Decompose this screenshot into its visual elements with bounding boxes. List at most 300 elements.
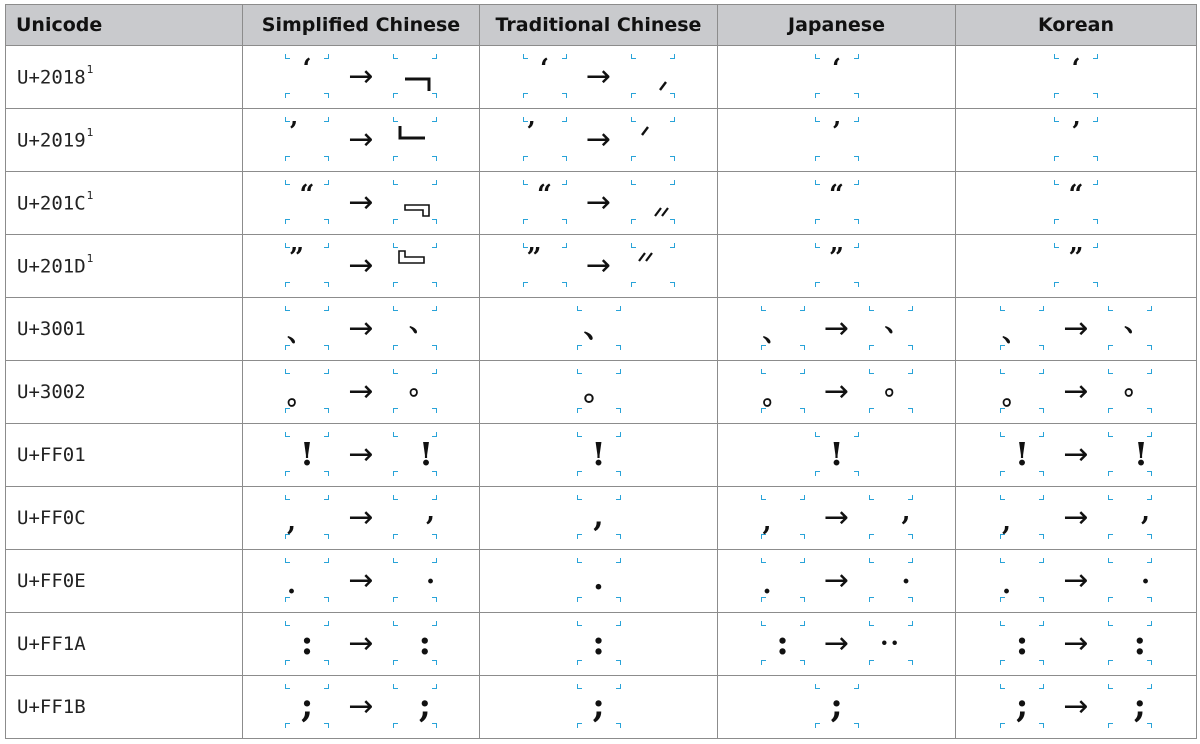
em-box xyxy=(761,369,805,413)
traditional-chinese-cell xyxy=(480,298,718,361)
em-box xyxy=(523,54,567,98)
em-box xyxy=(285,243,329,287)
em-box-corner-marker xyxy=(562,180,567,185)
glyph: . xyxy=(425,560,435,590)
em-box xyxy=(577,306,621,350)
em-box-corner-marker xyxy=(523,282,528,287)
glyph: 。 xyxy=(1002,381,1029,411)
em-box-corner-marker xyxy=(393,495,398,500)
traditional-chinese-cell xyxy=(480,424,718,487)
em-box xyxy=(1000,495,1044,539)
em-box xyxy=(393,117,437,161)
glyph: : xyxy=(1015,623,1029,663)
em-box-corner-marker xyxy=(908,408,913,413)
em-box xyxy=(1108,432,1152,476)
em-box-corner-marker xyxy=(1147,621,1152,626)
transform-arrow: → xyxy=(823,500,850,535)
simplified-chinese-cell xyxy=(243,676,480,739)
em-box-corner-marker xyxy=(1039,408,1044,413)
em-box-corner-marker xyxy=(800,534,805,539)
table-row xyxy=(6,487,1197,550)
em-box-corner-marker xyxy=(908,597,913,602)
em-box-corner-marker xyxy=(393,621,398,626)
table-row xyxy=(6,235,1197,298)
em-box xyxy=(815,117,859,161)
em-box-corner-marker xyxy=(562,282,567,287)
glyph: ; xyxy=(418,686,431,726)
em-box xyxy=(285,558,329,602)
em-box xyxy=(523,117,567,161)
em-box-corner-marker xyxy=(432,156,437,161)
glyph: ‘ xyxy=(1071,54,1081,84)
em-box-corner-marker xyxy=(1108,621,1113,626)
unicode-cell xyxy=(6,361,243,424)
em-box-corner-marker xyxy=(577,660,582,665)
em-box-corner-marker xyxy=(324,621,329,626)
transform-arrow: → xyxy=(348,248,374,283)
em-box-corner-marker xyxy=(854,282,859,287)
em-box xyxy=(1108,369,1152,413)
vertical-form-glyph xyxy=(403,202,433,218)
em-box-corner-marker xyxy=(1108,495,1113,500)
unicode-codepoint: U+2018 xyxy=(17,66,86,89)
em-box-corner-marker xyxy=(1054,93,1059,98)
transform-arrow: → xyxy=(1063,563,1089,598)
em-box xyxy=(393,54,437,98)
em-box-corner-marker xyxy=(1108,369,1113,374)
em-box-corner-marker xyxy=(324,408,329,413)
glyph: ! xyxy=(591,435,606,473)
em-box xyxy=(1108,621,1152,665)
korean-cell xyxy=(956,487,1197,550)
em-box-corner-marker xyxy=(523,156,528,161)
unicode-codepoint: U+FF0E xyxy=(17,570,86,592)
em-box-corner-marker xyxy=(1093,282,1098,287)
em-box-corner-marker xyxy=(800,660,805,665)
em-box xyxy=(1108,495,1152,539)
simplified-chinese-cell xyxy=(243,172,480,235)
glyph: , xyxy=(1140,497,1150,527)
em-box-corner-marker xyxy=(1108,534,1113,539)
glyph: : xyxy=(418,623,431,663)
glyph: ; xyxy=(592,686,605,726)
glyph: 。 xyxy=(762,381,789,411)
em-box-corner-marker xyxy=(670,282,675,287)
glyph: ” xyxy=(289,243,304,273)
em-box-corner-marker xyxy=(577,621,582,626)
japanese-cell xyxy=(718,613,956,676)
transform-arrow: → xyxy=(585,59,612,94)
em-box-corner-marker xyxy=(1039,621,1044,626)
table-row xyxy=(6,424,1197,487)
glyph: . xyxy=(1002,570,1012,600)
em-box-corner-marker xyxy=(1108,432,1113,437)
japanese-cell xyxy=(718,361,956,424)
transform-arrow: → xyxy=(348,311,374,346)
glyph: 、 xyxy=(583,310,614,345)
em-box xyxy=(869,495,913,539)
simplified-chinese-cell xyxy=(243,361,480,424)
em-box-corner-marker xyxy=(800,621,805,626)
japanese-cell xyxy=(718,235,956,298)
unicode-codepoint: U+201C xyxy=(17,192,86,215)
simplified-chinese-cell xyxy=(243,424,480,487)
em-box xyxy=(761,306,805,350)
simplified-chinese-cell xyxy=(243,613,480,676)
em-box-corner-marker xyxy=(1039,345,1044,350)
glyph: 、 xyxy=(408,308,435,338)
em-box-corner-marker xyxy=(616,723,621,728)
korean-cell xyxy=(956,613,1197,676)
em-box-corner-marker xyxy=(854,432,859,437)
em-box-corner-marker xyxy=(1054,282,1059,287)
vertical-form-glyph xyxy=(637,249,655,263)
em-box-corner-marker xyxy=(1093,243,1098,248)
japanese-cell xyxy=(718,424,956,487)
transform-arrow: → xyxy=(823,563,850,598)
em-box xyxy=(1108,558,1152,602)
header-unicode: Unicode xyxy=(6,5,243,46)
em-box-corner-marker xyxy=(393,534,398,539)
em-box-corner-marker xyxy=(285,369,290,374)
em-box-corner-marker xyxy=(1147,597,1152,602)
em-box-corner-marker xyxy=(1039,471,1044,476)
em-box-corner-marker xyxy=(577,558,582,563)
korean-cell xyxy=(956,298,1197,361)
unicode-codepoint: U+FF1A xyxy=(17,633,86,655)
em-box-corner-marker xyxy=(393,117,398,122)
em-box-corner-marker xyxy=(393,180,398,185)
em-box-corner-marker xyxy=(324,180,329,185)
vertical-form-glyph xyxy=(657,78,671,92)
em-box-corner-marker xyxy=(432,219,437,224)
em-box-corner-marker xyxy=(869,369,874,374)
em-box-corner-marker xyxy=(1147,660,1152,665)
em-box xyxy=(523,243,567,287)
em-box-corner-marker xyxy=(285,621,290,626)
em-box-corner-marker xyxy=(1000,369,1005,374)
japanese-cell xyxy=(718,550,956,613)
em-box xyxy=(815,684,859,728)
em-box-corner-marker xyxy=(285,432,290,437)
korean-cell xyxy=(956,361,1197,424)
header-row xyxy=(6,5,1197,46)
em-box-corner-marker xyxy=(854,723,859,728)
transform-arrow: → xyxy=(348,500,374,535)
em-box-corner-marker xyxy=(432,534,437,539)
glyph: : xyxy=(300,623,314,663)
korean-cell xyxy=(956,235,1197,298)
simplified-chinese-cell xyxy=(243,298,480,361)
em-box-corner-marker xyxy=(670,243,675,248)
em-box-corner-marker xyxy=(631,282,636,287)
em-box xyxy=(761,621,805,665)
glyph: , xyxy=(593,499,604,534)
em-box-corner-marker xyxy=(908,660,913,665)
glyph: , xyxy=(287,507,297,537)
glyph-comparison-table xyxy=(5,4,1197,739)
em-box-corner-marker xyxy=(285,684,290,689)
em-box-corner-marker xyxy=(324,282,329,287)
simplified-chinese-cell xyxy=(243,235,480,298)
glyph: . xyxy=(593,562,604,597)
em-box-corner-marker xyxy=(324,684,329,689)
em-box-corner-marker xyxy=(285,660,290,665)
em-box-corner-marker xyxy=(815,93,820,98)
em-box-corner-marker xyxy=(432,345,437,350)
em-box-corner-marker xyxy=(324,219,329,224)
table-row xyxy=(6,109,1197,172)
em-box-corner-marker xyxy=(577,369,582,374)
traditional-chinese-cell xyxy=(480,487,718,550)
glyph-rotated: ·· xyxy=(880,628,901,657)
vertical-form-glyph xyxy=(397,125,427,141)
traditional-chinese-cell xyxy=(480,172,718,235)
unicode-cell xyxy=(6,46,243,109)
em-box xyxy=(285,621,329,665)
transform-arrow: → xyxy=(1063,311,1089,346)
glyph: ! xyxy=(418,435,433,473)
transform-arrow: → xyxy=(1063,374,1089,409)
em-box xyxy=(1054,243,1098,287)
em-box-corner-marker xyxy=(1039,558,1044,563)
glyph: 、 xyxy=(1002,318,1029,348)
em-box-corner-marker xyxy=(1000,660,1005,665)
glyph: 、 xyxy=(884,308,911,338)
em-box-corner-marker xyxy=(1108,471,1113,476)
em-box-corner-marker xyxy=(562,54,567,59)
em-box-corner-marker xyxy=(616,558,621,563)
em-box-corner-marker xyxy=(631,219,636,224)
em-box xyxy=(631,243,675,287)
glyph: “ xyxy=(299,180,315,210)
em-box-corner-marker xyxy=(577,534,582,539)
em-box-corner-marker xyxy=(1108,345,1113,350)
unicode-codepoint: U+201D xyxy=(17,255,86,278)
glyph: , xyxy=(425,497,435,527)
em-box xyxy=(393,621,437,665)
em-box-corner-marker xyxy=(1000,495,1005,500)
em-box-corner-marker xyxy=(324,558,329,563)
table-row xyxy=(6,550,1197,613)
em-box xyxy=(393,306,437,350)
em-box xyxy=(815,432,859,476)
em-box-corner-marker xyxy=(815,180,820,185)
vertical-form-glyph xyxy=(653,204,671,218)
unicode-cell xyxy=(6,172,243,235)
em-box-corner-marker xyxy=(908,345,913,350)
em-box xyxy=(577,621,621,665)
simplified-chinese-cell xyxy=(243,109,480,172)
em-box-corner-marker xyxy=(670,54,675,59)
glyph: ! xyxy=(299,435,315,473)
em-box-corner-marker xyxy=(854,117,859,122)
table-row xyxy=(6,46,1197,109)
transform-arrow: → xyxy=(348,563,374,598)
em-box-corner-marker xyxy=(869,621,874,626)
traditional-chinese-cell xyxy=(480,361,718,424)
glyph: : xyxy=(592,623,605,663)
em-box-corner-marker xyxy=(761,558,766,563)
em-box-corner-marker xyxy=(869,597,874,602)
glyph: ‘ xyxy=(831,54,842,84)
em-box-corner-marker xyxy=(393,243,398,248)
em-box-corner-marker xyxy=(432,660,437,665)
glyph: ‘ xyxy=(539,54,550,84)
em-box-corner-marker xyxy=(324,345,329,350)
transform-arrow: → xyxy=(348,374,374,409)
em-box-corner-marker xyxy=(616,534,621,539)
unicode-codepoint: U+3001 xyxy=(17,318,86,340)
em-box-corner-marker xyxy=(432,180,437,185)
em-box-corner-marker xyxy=(908,534,913,539)
em-box xyxy=(285,369,329,413)
em-box-corner-marker xyxy=(577,432,582,437)
unicode-codepoint: U+FF0C xyxy=(17,507,86,529)
em-box-corner-marker xyxy=(1093,180,1098,185)
glyph: : xyxy=(776,623,789,663)
footnote-marker: 1 xyxy=(86,188,94,202)
glyph: , xyxy=(762,507,772,537)
em-box xyxy=(761,495,805,539)
japanese-cell xyxy=(718,298,956,361)
em-box-corner-marker xyxy=(1039,369,1044,374)
em-box-corner-marker xyxy=(393,408,398,413)
em-box-corner-marker xyxy=(393,219,398,224)
em-box-corner-marker xyxy=(1108,558,1113,563)
table-row xyxy=(6,676,1197,739)
em-box-corner-marker xyxy=(616,345,621,350)
em-box-corner-marker xyxy=(800,345,805,350)
unicode-cell xyxy=(6,235,243,298)
em-box xyxy=(577,684,621,728)
header-japanese: Japanese xyxy=(718,5,956,46)
em-box-corner-marker xyxy=(631,180,636,185)
traditional-chinese-cell xyxy=(480,235,718,298)
em-box-corner-marker xyxy=(393,54,398,59)
transform-arrow: → xyxy=(348,626,374,661)
glyph: ’ xyxy=(526,117,536,147)
em-box-corner-marker xyxy=(1147,684,1152,689)
em-box xyxy=(869,621,913,665)
em-box xyxy=(631,54,675,98)
em-box-corner-marker xyxy=(815,282,820,287)
em-box-corner-marker xyxy=(631,243,636,248)
em-box-corner-marker xyxy=(1108,723,1113,728)
em-box xyxy=(869,306,913,350)
em-box xyxy=(1000,369,1044,413)
em-box-corner-marker xyxy=(324,156,329,161)
em-box-corner-marker xyxy=(1108,684,1113,689)
em-box-corner-marker xyxy=(631,156,636,161)
em-box-corner-marker xyxy=(1147,408,1152,413)
em-box-corner-marker xyxy=(577,684,582,689)
em-box-corner-marker xyxy=(562,93,567,98)
korean-cell xyxy=(956,109,1197,172)
japanese-cell xyxy=(718,109,956,172)
glyph: . xyxy=(1140,560,1150,590)
glyph: . xyxy=(287,570,297,600)
em-box-corner-marker xyxy=(562,243,567,248)
em-box-corner-marker xyxy=(393,306,398,311)
em-box-corner-marker xyxy=(631,54,636,59)
em-box-corner-marker xyxy=(1147,345,1152,350)
em-box-corner-marker xyxy=(285,93,290,98)
em-box-corner-marker xyxy=(577,408,582,413)
em-box-corner-marker xyxy=(577,495,582,500)
em-box-corner-marker xyxy=(616,621,621,626)
em-box-corner-marker xyxy=(324,495,329,500)
korean-cell xyxy=(956,424,1197,487)
em-box-corner-marker xyxy=(285,471,290,476)
glyph: “ xyxy=(1068,180,1084,210)
traditional-chinese-cell xyxy=(480,550,718,613)
glyph: , xyxy=(1002,507,1012,537)
em-box-corner-marker xyxy=(324,597,329,602)
em-box-corner-marker xyxy=(324,534,329,539)
em-box-corner-marker xyxy=(324,306,329,311)
em-box xyxy=(869,558,913,602)
em-box-corner-marker xyxy=(393,684,398,689)
em-box-corner-marker xyxy=(616,495,621,500)
em-box-corner-marker xyxy=(815,243,820,248)
unicode-cell xyxy=(6,298,243,361)
em-box-corner-marker xyxy=(393,660,398,665)
em-box xyxy=(1054,54,1098,98)
em-box-corner-marker xyxy=(324,243,329,248)
vertical-form-glyph xyxy=(397,249,427,265)
glyph: ; xyxy=(300,686,314,726)
em-box-corner-marker xyxy=(854,219,859,224)
em-box-corner-marker xyxy=(800,597,805,602)
em-box xyxy=(1000,558,1044,602)
em-box-corner-marker xyxy=(285,54,290,59)
em-box-corner-marker xyxy=(324,93,329,98)
em-box xyxy=(577,558,621,602)
em-box xyxy=(577,495,621,539)
em-box-corner-marker xyxy=(869,345,874,350)
transform-arrow: → xyxy=(348,122,374,157)
glyph: . xyxy=(762,570,772,600)
unicode-codepoint: U+2019 xyxy=(17,129,86,152)
em-box-corner-marker xyxy=(854,156,859,161)
em-box-corner-marker xyxy=(432,54,437,59)
em-box-corner-marker xyxy=(577,597,582,602)
em-box xyxy=(393,180,437,224)
traditional-chinese-cell xyxy=(480,46,718,109)
em-box-corner-marker xyxy=(523,219,528,224)
em-box-corner-marker xyxy=(616,597,621,602)
transform-arrow: → xyxy=(1063,626,1089,661)
korean-cell xyxy=(956,172,1197,235)
em-box-corner-marker xyxy=(869,534,874,539)
table-row xyxy=(6,361,1197,424)
glyph: ” xyxy=(1068,243,1084,273)
em-box xyxy=(1000,306,1044,350)
unicode-cell xyxy=(6,550,243,613)
em-box-corner-marker xyxy=(523,54,528,59)
em-box-corner-marker xyxy=(562,219,567,224)
glyph: ! xyxy=(1014,435,1030,473)
transform-arrow: → xyxy=(585,122,612,157)
glyph: ” xyxy=(526,243,542,273)
em-box-corner-marker xyxy=(393,471,398,476)
unicode-codepoint: U+3002 xyxy=(17,381,86,403)
em-box-corner-marker xyxy=(393,93,398,98)
em-box xyxy=(285,54,329,98)
em-box-corner-marker xyxy=(1093,219,1098,224)
em-box xyxy=(393,495,437,539)
